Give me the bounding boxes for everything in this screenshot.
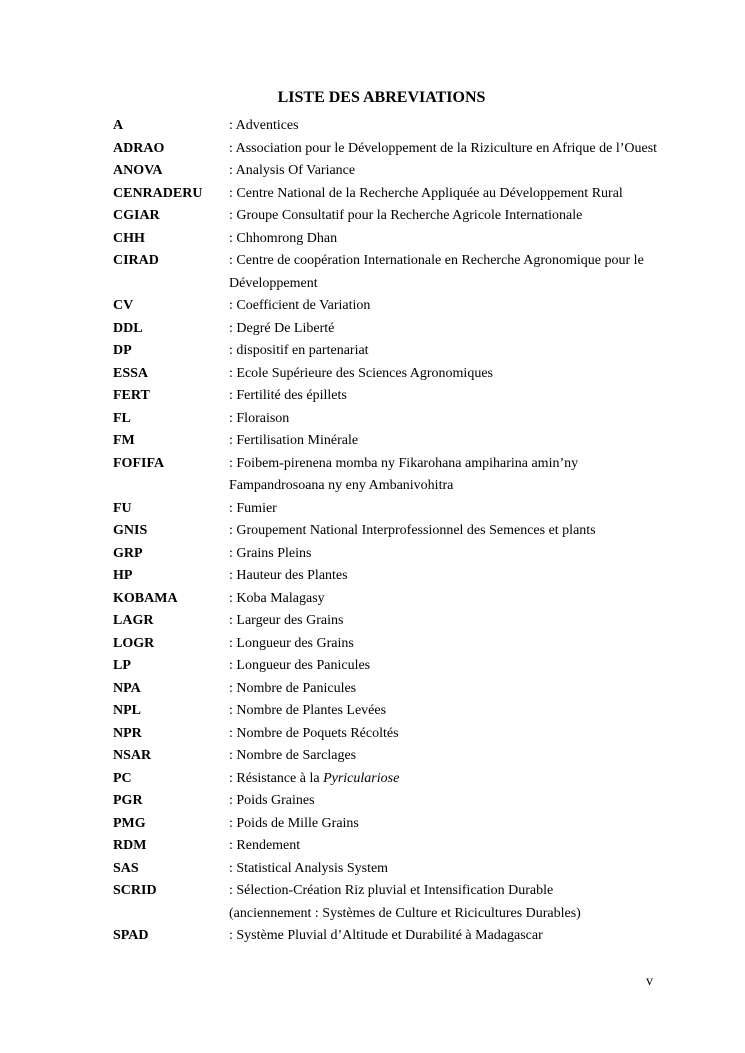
definition-text: (anciennement : Systèmes de Culture et Ricicultures Durables) xyxy=(229,905,581,921)
abbreviation-definition xyxy=(229,318,713,341)
abbreviation-definition xyxy=(229,633,713,656)
abbreviation-entry xyxy=(113,813,713,836)
definition-text: : Poids Graines xyxy=(229,793,315,808)
definition-line xyxy=(229,655,713,678)
abbreviation-entry xyxy=(113,633,713,656)
abbreviation-entry xyxy=(113,115,713,138)
definition-line xyxy=(229,475,713,498)
definition-text: : Largeur des Grains xyxy=(229,613,344,628)
definition-text: : Poids de Mille Grains xyxy=(229,815,359,831)
abbreviation-term: NPR xyxy=(113,725,142,741)
definition-line xyxy=(229,430,713,453)
abbreviation-entry xyxy=(113,858,713,881)
definition-text: : Centre de coopération Internationale en Recherche Agronomique pour le xyxy=(229,253,644,268)
abbreviation-definition xyxy=(229,205,713,228)
definition-text: : Fertilisation Minérale xyxy=(229,433,359,448)
definition-text: : Nombre de Panicules xyxy=(229,680,357,696)
abbreviation-term: PMG xyxy=(113,815,146,831)
abbreviation-term: RDM xyxy=(113,838,147,853)
definition-text: : Centre National de la Recherche Appliquée au Développement Rural xyxy=(229,185,623,201)
abbreviation-term: HP xyxy=(113,568,133,583)
definition-line xyxy=(229,588,713,611)
definition-text: : dispositif en partenariat xyxy=(229,343,369,358)
definition-line xyxy=(229,250,713,273)
definition-line xyxy=(229,205,713,228)
abbreviation-definition xyxy=(229,858,713,881)
definition-text: : Koba Malagasy xyxy=(229,590,325,606)
abbreviation-term: LOGR xyxy=(113,635,155,651)
abbreviation-term: NSAR xyxy=(113,748,152,763)
definition-text: : Chhomrong Dhan xyxy=(229,230,338,246)
definition-line xyxy=(229,115,713,138)
definition-line xyxy=(229,295,713,318)
definition-line xyxy=(229,790,713,813)
abbreviation-term: CV xyxy=(113,298,134,313)
definition-text: Développement xyxy=(229,275,318,291)
abbreviation-definition xyxy=(229,408,713,431)
abbreviation-term: FOFIFA xyxy=(113,455,165,471)
definition-text: : Système Pluvial d’Altitude et Durabilité à Madagascar xyxy=(229,928,543,943)
abbreviation-entry xyxy=(113,790,713,813)
abbreviation-definition xyxy=(229,678,713,701)
definition-text: : Longueur des Panicules xyxy=(229,658,371,673)
abbreviation-entry xyxy=(113,160,713,183)
abbreviation-term: PGR xyxy=(113,793,143,808)
definition-line xyxy=(229,408,713,431)
abbreviation-entry xyxy=(113,295,713,318)
abbreviation-entry xyxy=(113,925,713,948)
definition-line xyxy=(229,835,713,858)
definition-line xyxy=(229,318,713,341)
definition-italic-term: Pyriculariose xyxy=(323,770,400,786)
abbreviation-definition xyxy=(229,835,713,858)
abbreviation-list xyxy=(113,115,713,948)
definition-line xyxy=(229,453,713,476)
abbreviation-entry xyxy=(113,250,713,295)
definition-text: : Association pour le Développement de la Riziculture en Afrique de l’Ouest xyxy=(229,140,658,156)
abbreviation-term: ANOVA xyxy=(113,163,163,178)
definition-text: : Grains Pleins xyxy=(229,545,312,561)
definition-line xyxy=(229,723,713,746)
definition-line xyxy=(229,520,713,543)
definition-text: : Adventices xyxy=(229,118,299,133)
definition-line xyxy=(229,340,713,363)
definition-text: : Coefficient de Variation xyxy=(229,298,371,313)
abbreviation-entry xyxy=(113,610,713,633)
definition-text: : Hauteur des Plantes xyxy=(229,568,348,583)
page-title: LISTE DES ABREVIATIONS xyxy=(277,89,486,106)
abbreviation-entry xyxy=(113,340,713,363)
definition-text: : Résistance à la xyxy=(229,770,324,786)
definition-text: : Nombre de Sarclages xyxy=(229,748,357,763)
abbreviation-term: PC xyxy=(113,770,132,786)
abbreviation-entry xyxy=(113,880,713,925)
abbreviation-entry xyxy=(113,678,713,701)
abbreviation-term: ESSA xyxy=(113,365,149,381)
definition-line xyxy=(229,363,713,386)
abbreviation-definition xyxy=(229,340,713,363)
abbreviation-entry xyxy=(113,498,713,521)
abbreviation-term: ADRAO xyxy=(113,140,165,156)
abbreviation-term: SPAD xyxy=(113,928,149,943)
definition-text: : Floraison xyxy=(229,410,290,426)
abbreviation-term: KOBAMA xyxy=(113,590,178,606)
abbreviation-definition xyxy=(229,430,713,453)
definition-text: : Longueur des Grains xyxy=(229,635,354,651)
abbreviation-term: FL xyxy=(113,410,131,426)
abbreviation-entry xyxy=(113,408,713,431)
abbreviation-term: A xyxy=(113,118,124,133)
abbreviation-term: FU xyxy=(113,500,132,516)
definition-text: : Degré De Liberté xyxy=(229,320,335,336)
abbreviation-term: GNIS xyxy=(113,523,148,538)
definition-text: : Groupement National Interprofessionnel des Semences et plants xyxy=(229,523,596,538)
abbreviation-entry xyxy=(113,228,713,251)
abbreviation-entry xyxy=(113,745,713,768)
definition-line xyxy=(229,880,713,903)
abbreviation-term: NPL xyxy=(113,703,141,718)
definition-text: : Statistical Analysis System xyxy=(229,860,389,876)
abbreviation-definition xyxy=(229,588,713,611)
definition-text: : Fumier xyxy=(229,500,277,516)
abbreviation-definition xyxy=(229,228,713,251)
abbreviation-term: DDL xyxy=(113,320,143,336)
abbreviation-term: NPA xyxy=(113,680,141,696)
definition-line xyxy=(229,228,713,251)
definition-line xyxy=(229,813,713,836)
definition-line xyxy=(229,498,713,521)
abbreviation-definition xyxy=(229,295,713,318)
abbreviation-entry xyxy=(113,363,713,386)
abbreviation-definition xyxy=(229,925,713,948)
definition-text: : Analysis Of Variance xyxy=(229,163,356,178)
abbreviation-definition xyxy=(229,543,713,566)
abbreviation-definition xyxy=(229,768,713,791)
definition-line xyxy=(229,610,713,633)
abbreviation-term: CGIAR xyxy=(113,208,160,223)
abbreviation-entry xyxy=(113,183,713,206)
definition-text: : Fertilité des épillets xyxy=(229,388,347,403)
definition-text: : Groupe Consultatif pour la Recherche Agricole Internationale xyxy=(229,208,583,223)
definition-text: : Ecole Supérieure des Sciences Agronomiques xyxy=(229,365,493,381)
abbreviation-definition xyxy=(229,498,713,521)
definition-line xyxy=(229,273,713,296)
definition-text: Fampandrosoana ny eny Ambanivohitra xyxy=(229,478,454,493)
abbreviation-entry xyxy=(113,835,713,858)
abbreviation-definition xyxy=(229,385,713,408)
definition-text: : Foibem-pirenena momba ny Fikarohana ampiharina amin’ny xyxy=(229,455,579,471)
definition-line xyxy=(229,183,713,206)
definition-text: : Nombre de Poquets Récoltés xyxy=(229,725,399,741)
abbreviation-definition xyxy=(229,363,713,386)
definition-line xyxy=(229,903,713,926)
abbreviation-definition xyxy=(229,880,713,925)
abbreviation-entry xyxy=(113,723,713,746)
abbreviation-term: SAS xyxy=(113,860,139,876)
definition-line xyxy=(229,700,713,723)
abbreviation-definition xyxy=(229,745,713,768)
abbreviation-entry xyxy=(113,700,713,723)
abbreviation-entry xyxy=(113,385,713,408)
abbreviation-term: FM xyxy=(113,433,135,448)
abbreviation-definition xyxy=(229,160,713,183)
abbreviation-entry xyxy=(113,520,713,543)
abbreviation-entry xyxy=(113,138,713,161)
abbreviation-entry xyxy=(113,430,713,453)
abbreviation-term: CHH xyxy=(113,230,145,246)
definition-line xyxy=(229,633,713,656)
abbreviation-term: SCRID xyxy=(113,883,157,898)
abbreviation-term: GRP xyxy=(113,545,143,561)
abbreviation-entry xyxy=(113,565,713,588)
abbreviation-definition xyxy=(229,813,713,836)
definition-line xyxy=(229,565,713,588)
abbreviation-definition xyxy=(229,115,713,138)
definition-line xyxy=(229,745,713,768)
definition-text: : Rendement xyxy=(229,838,301,853)
abbreviation-definition xyxy=(229,520,713,543)
abbreviation-definition xyxy=(229,183,713,206)
abbreviation-definition xyxy=(229,565,713,588)
abbreviation-entry xyxy=(113,543,713,566)
definition-line xyxy=(229,385,713,408)
abbreviation-entry xyxy=(113,588,713,611)
abbreviation-term: CIRAD xyxy=(113,253,159,268)
abbreviation-definition xyxy=(229,610,713,633)
abbreviation-entry xyxy=(113,768,713,791)
abbreviation-entry xyxy=(113,655,713,678)
abbreviation-definition xyxy=(229,138,713,161)
abbreviation-definition xyxy=(229,655,713,678)
definition-line xyxy=(229,138,713,161)
abbreviation-definition xyxy=(229,453,713,498)
definition-text: : Nombre de Plantes Levées xyxy=(229,703,387,718)
abbreviation-definition xyxy=(229,250,713,295)
abbreviation-term: LP xyxy=(113,658,131,673)
definition-line xyxy=(229,925,713,948)
abbreviation-definition xyxy=(229,790,713,813)
abbreviation-entry xyxy=(113,453,713,498)
abbreviation-entry xyxy=(113,205,713,228)
abbreviation-term: CENRADERU xyxy=(113,185,203,201)
abbreviation-definition xyxy=(229,700,713,723)
abbreviation-term: FERT xyxy=(113,388,150,403)
definition-line xyxy=(229,160,713,183)
definition-line xyxy=(229,858,713,881)
definition-line xyxy=(229,543,713,566)
definition-line xyxy=(229,678,713,701)
abbreviation-term: LAGR xyxy=(113,613,154,628)
abbreviation-definition xyxy=(229,723,713,746)
page-number: v xyxy=(646,974,653,989)
definition-text: : Sélection-Création Riz pluvial et Intensification Durable xyxy=(229,883,554,898)
abbreviation-term: DP xyxy=(113,343,132,358)
abbreviation-entry xyxy=(113,318,713,341)
definition-line xyxy=(229,768,713,791)
